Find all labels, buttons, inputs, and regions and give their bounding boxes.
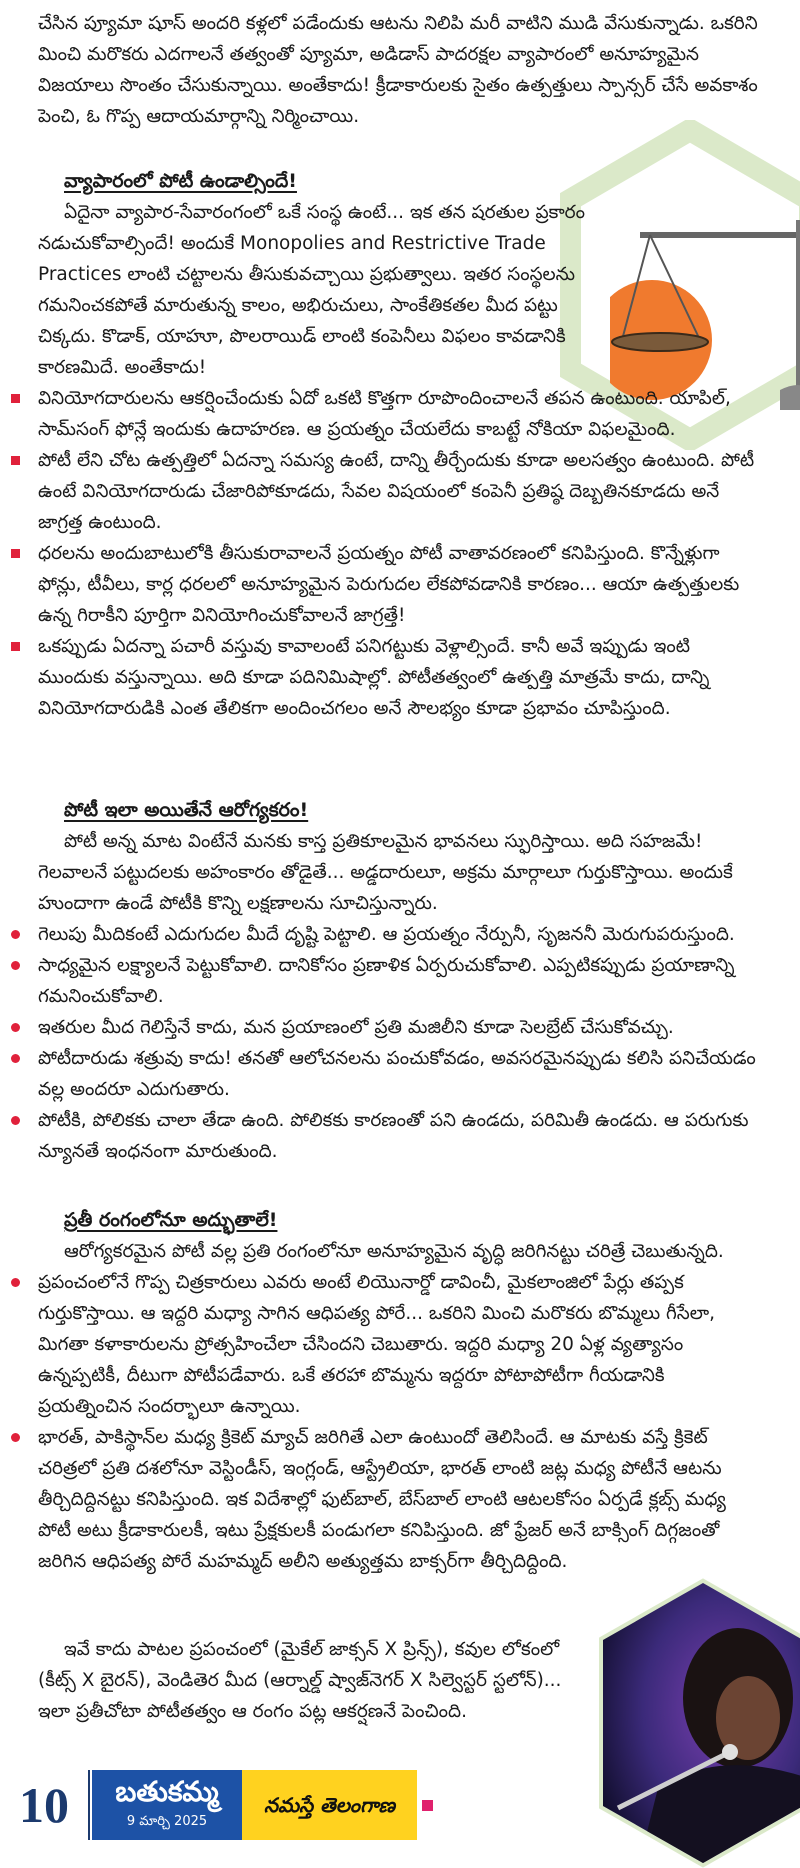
singer-photo: [598, 1578, 800, 1868]
issue-date: 9 మార్చి 2025: [126, 1814, 208, 1829]
bullet-item: గెలుపు మీదికంటే ఎదుగుదల మీదే దృష్టి పెట్టాలి. ఆ ప్రయత్నం నేర్పునీ, సృజననీ మెరుగుపరుస్తుంది.: [38, 919, 760, 950]
bullet-item: సాధ్యమైన లక్ష్యాలనే పెట్టుకోవాలి. దానికోసం ప్రణాళిక ఏర్పరుచుకోవాలి. ఎప్పటికప్పుడు ప్రయాణాన్ని గమనించుకోవాలి.: [38, 950, 760, 1012]
section-intro: ఆరోగ్యకరమైన పోటీ వల్ల ప్రతి రంగంలోనూ అనూహ్యమైన వృద్ధి జరిగినట్టు చరిత్రే చెబుతున్నది.: [64, 1241, 724, 1262]
section-heading: పోటీ ఇలా అయితేనే ఆరోగ్యకరం!: [64, 799, 309, 821]
dot-bullet-icon: [11, 961, 20, 970]
bullet-item: పోటీదారుడు శత్రువు కాదు! తనతో ఆలోచనలను పంచుకోవడం, అవసరమైనప్పుడు కలిసి పనిచేయడం వల్ల అందరూ ఎదుగుతారు.: [38, 1043, 760, 1105]
newspaper-name: నమస్తే తెలంగాణ: [242, 1770, 417, 1840]
dot-bullet-icon: [11, 1278, 20, 1287]
bullet-item: ఒకప్పుడు ఏదన్నా పచారీ వస్తువు కావాలంటే పనిగట్టుకు వెళ్లాల్సిందే. కానీ అవే ఇప్పుడు ఇంటి ముందుకు వస్తున్నాయి. అది కూడా పదినిమిషాల్లో. పోటీతత్వంలో ఉత్పత్తి మాత్రమే కాదు, దాన్ని వినియోగదారుడికి ఎంత తేలికగా అందించగలం అనే సౌలభ్యం కూడా ప్రభావం చూపిస్తుంది.: [38, 631, 760, 724]
magazine-name: బతుకమ్మ: [115, 1775, 219, 1808]
section-closing: ఇవే కాదు పాటల ప్రపంచంలో (మైకేల్ జాక్సన్ X ప్రిన్స్), కవుల లోకంలో (కీట్స్ X బైరన్), వెండితెర మీద (ఆర్నాల్డ్ ష్వాజ్‌నెగర్ X సిల్వెస్టర్ స్టలోన్)... ఇలా ప్రతీచోటా పోటీతత్వం ఆ రంగం పట్ల ఆకర్షణనే పెంచింది.: [38, 1639, 562, 1722]
intro-block: [38, 8, 760, 132]
section-heading: వ్యాపారంలో పోటీ ఉండాల్సిందే!: [64, 170, 297, 192]
bullet-item: ప్రపంచంలోనే గొప్ప చిత్రకారులు ఎవరు అంటే లియొనార్డో డావించీ, మైకలాంజిలో పేర్లు తప్పక గుర్తుకొస్తాయి. ఆ ఇద్దరి మధ్యా సాగిన ఆధిపత్య పోరే... ఒకరిని మించి మరొకరు బొమ్మలు గీసేలా, మిగతా కళాకారులను ప్రోత్సహించేలా చేసిందని చెబుతారు. ఇద్దరి మధ్యా 20 ఏళ్ల వ్యత్యాసం ఉన్నప్పటికీ, దీటుగా పోటీపడేవారు. ఒకే తరహా బొమ్మను ఇద్దరూ పోటాపోటీగా గీయడానికి ప్రయత్నించిన సందర్భాలూ ఉన్నాయి.: [38, 1267, 760, 1422]
section-heading: ప్రతీ రంగంలోనూ అద్భుతాలే!: [64, 1209, 278, 1231]
section-wonders-every-field: [38, 1205, 760, 1577]
dot-bullet-icon: [11, 930, 20, 939]
page-number: 10: [0, 1770, 90, 1840]
magazine-masthead: [92, 1770, 242, 1840]
dot-bullet-icon: [11, 1023, 20, 1032]
bullet-item: ఇతరుల మీద గెలిస్తేనే కాదు, మన ప్రయాణంలో ప్రతి మజిలీని కూడా సెలబ్రేట్ చేసుకోవచ్చు.: [38, 1012, 760, 1043]
section-closing-block: [38, 1634, 578, 1727]
bullet-item: పోటీకి, పోలికకు చాలా తేడా ఉంది. పోలికకు కారణంతో పని ఉండదు, పరిమితీ ఉండదు. ఆ పరుగుకు న్యూనతే ఇంధనంగా మారుతుంది.: [38, 1105, 760, 1167]
scales-of-justice-icon: [610, 200, 800, 410]
section-business-bullets: [38, 383, 760, 724]
dot-bullet-icon: [11, 1116, 20, 1125]
section-healthy-competition: [38, 795, 760, 1167]
intro-paragraph: చేసిన ప్యూమా షూస్ అందరి కళ్లలో పడేందుకు ఆటను నిలిపి మరీ వాటిని ముడి వేసుకున్నాడు. ఒకరిని మించి మరొకరు ఎదగాలనే తత్వంతో ప్యూమా, అడిడాస్ పాదరక్షల వ్యాపారంలో అనూహ్యమైన విజయాలు సొంతం చేసుకున్నాయి. అంతేకాదు! క్రీడాకారులకు సైతం ఉత్పత్తులు స్పాన్సర్ చేసే అవకాశం పెంచి, ఓ గొప్ప ఆదాయమార్గాన్ని నిర్మించాయి.: [38, 13, 758, 127]
bullet-item: ధరలను అందుబాటులోకి తీసుకురావాలనే ప్రయత్నం పోటీ వాతావరణంలో కనిపిస్తుంది. కొన్నేళ్లుగా ఫోన్లు, టీవీలు, కార్ల ధరలలో అనూహ్యమైన పెరుగుదల లేకపోవడానికి కారణం... ఆయా ఉత్పత్తులకు ఉన్న గిరాకీని పూర్తిగా వినియోగించుకోవాలనే జాగ్రత్తే!: [38, 538, 760, 631]
section-business-competition: [38, 166, 618, 383]
pink-square-mark: [422, 1800, 433, 1811]
square-bullet-icon: [11, 549, 20, 558]
square-bullet-icon: [11, 642, 20, 651]
square-bullet-icon: [11, 456, 20, 465]
dot-bullet-icon: [11, 1433, 20, 1442]
section-intro: పోటీ అన్న మాట వింటేనే మనకు కాస్త ప్రతికూలమైన భావనలు స్ఫురిస్తాయి. అది సహజమే! గెలవాలనే పట్టుదలకు అహంకారం తోడైతే... అడ్డదారులూ, అక్రమ మార్గాలూ గుర్తుకొస్తాయి. అందుకే హుందాగా ఉండే పోటీకి కొన్ని లక్షణాలను సూచిస్తున్నారు.: [38, 831, 733, 914]
square-bullet-icon: [11, 394, 20, 403]
section-intro: ఏదైనా వ్యాపార-సేవారంగంలో ఒకే సంస్థ ఉంటే... ఇక తన షరతుల ప్రకారం నడుచుకోవాల్సిందే! అందుకే Monopolies and Restrictive Trade Practices లాంటి చట్టాలను తీసుకువచ్చాయి ప్రభుత్వాలు. ఇతర సంస్థలను గమనించకపోతే మారుతున్న కాలం, అభిరుచులు, సాంకేతికతల మీద పట్టు చిక్కదు. కొడాక్, యాహూ, పొలరాయిడ్ లాంటి కంపెనీలు విఫలం కావడానికి కారణమిదే. అంతేకాదు!: [38, 202, 585, 378]
bullet-item: వినియోగదారులను ఆకర్షించేందుకు ఏదో ఒకటి కొత్తగా రూపొందించాలనే తపన ఉంటుంది. యాపిల్, సామ్‌సంగ్ ఫోన్లే ఇందుకు ఉదాహరణ. ఆ ప్రయత్నం చేయలేదు కాబట్టే నోకియా విఫలమైంది.: [38, 383, 760, 445]
bullet-item: భారత్, పాకిస్థాన్‌ల మధ్య క్రికెట్ మ్యాచ్ జరిగితే ఎలా ఉంటుందో తెలిసిందే. ఆ మాటకు వస్తే క్రికెట్ చరిత్రలో ప్రతి దశలోనూ వెస్టిండీస్, ఇంగ్లండ్, ఆస్ట్రేలియా, భారత్ లాంటి జట్ల మధ్య పోటీనే ఆటను తీర్చిదిద్దినట్టు కనిపిస్తుంది. ఇక విదేశాల్లో ఫుట్‌బాల్, బేస్‌బాల్ లాంటి ఆటలకోసం ఏర్పడే క్లబ్స్ మధ్య పోటీ అటు క్రీడాకారులకీ, ఇటు ప్రేక్షకులకీ పండుగలా కనిపిస్తుంది. జో ఫ్రేజర్ అనే బాక్సింగ్ దిగ్గజంతో జరిగిన ఆధిపత్య పోరే మహమ్మద్ అలీని అత్యుత్తమ బాక్సర్‌గా తీర్చిదిద్దింది.: [38, 1422, 760, 1577]
dot-bullet-icon: [11, 1054, 20, 1063]
bullet-item: పోటీ లేని చోట ఉత్పత్తిలో ఏదన్నా సమస్య ఉంటే, దాన్ని తీర్చేందుకు కూడా అలసత్వం ఉంటుంది. పోటీ ఉంటే వినియోగదారుడు చేజారిపోకూడదు, సేవల విషయంలో కంపెనీ ప్రతిష్ఠ దెబ్బతినకూడదు అనే జాగ్రత్త ఉంటుంది.: [38, 445, 760, 538]
